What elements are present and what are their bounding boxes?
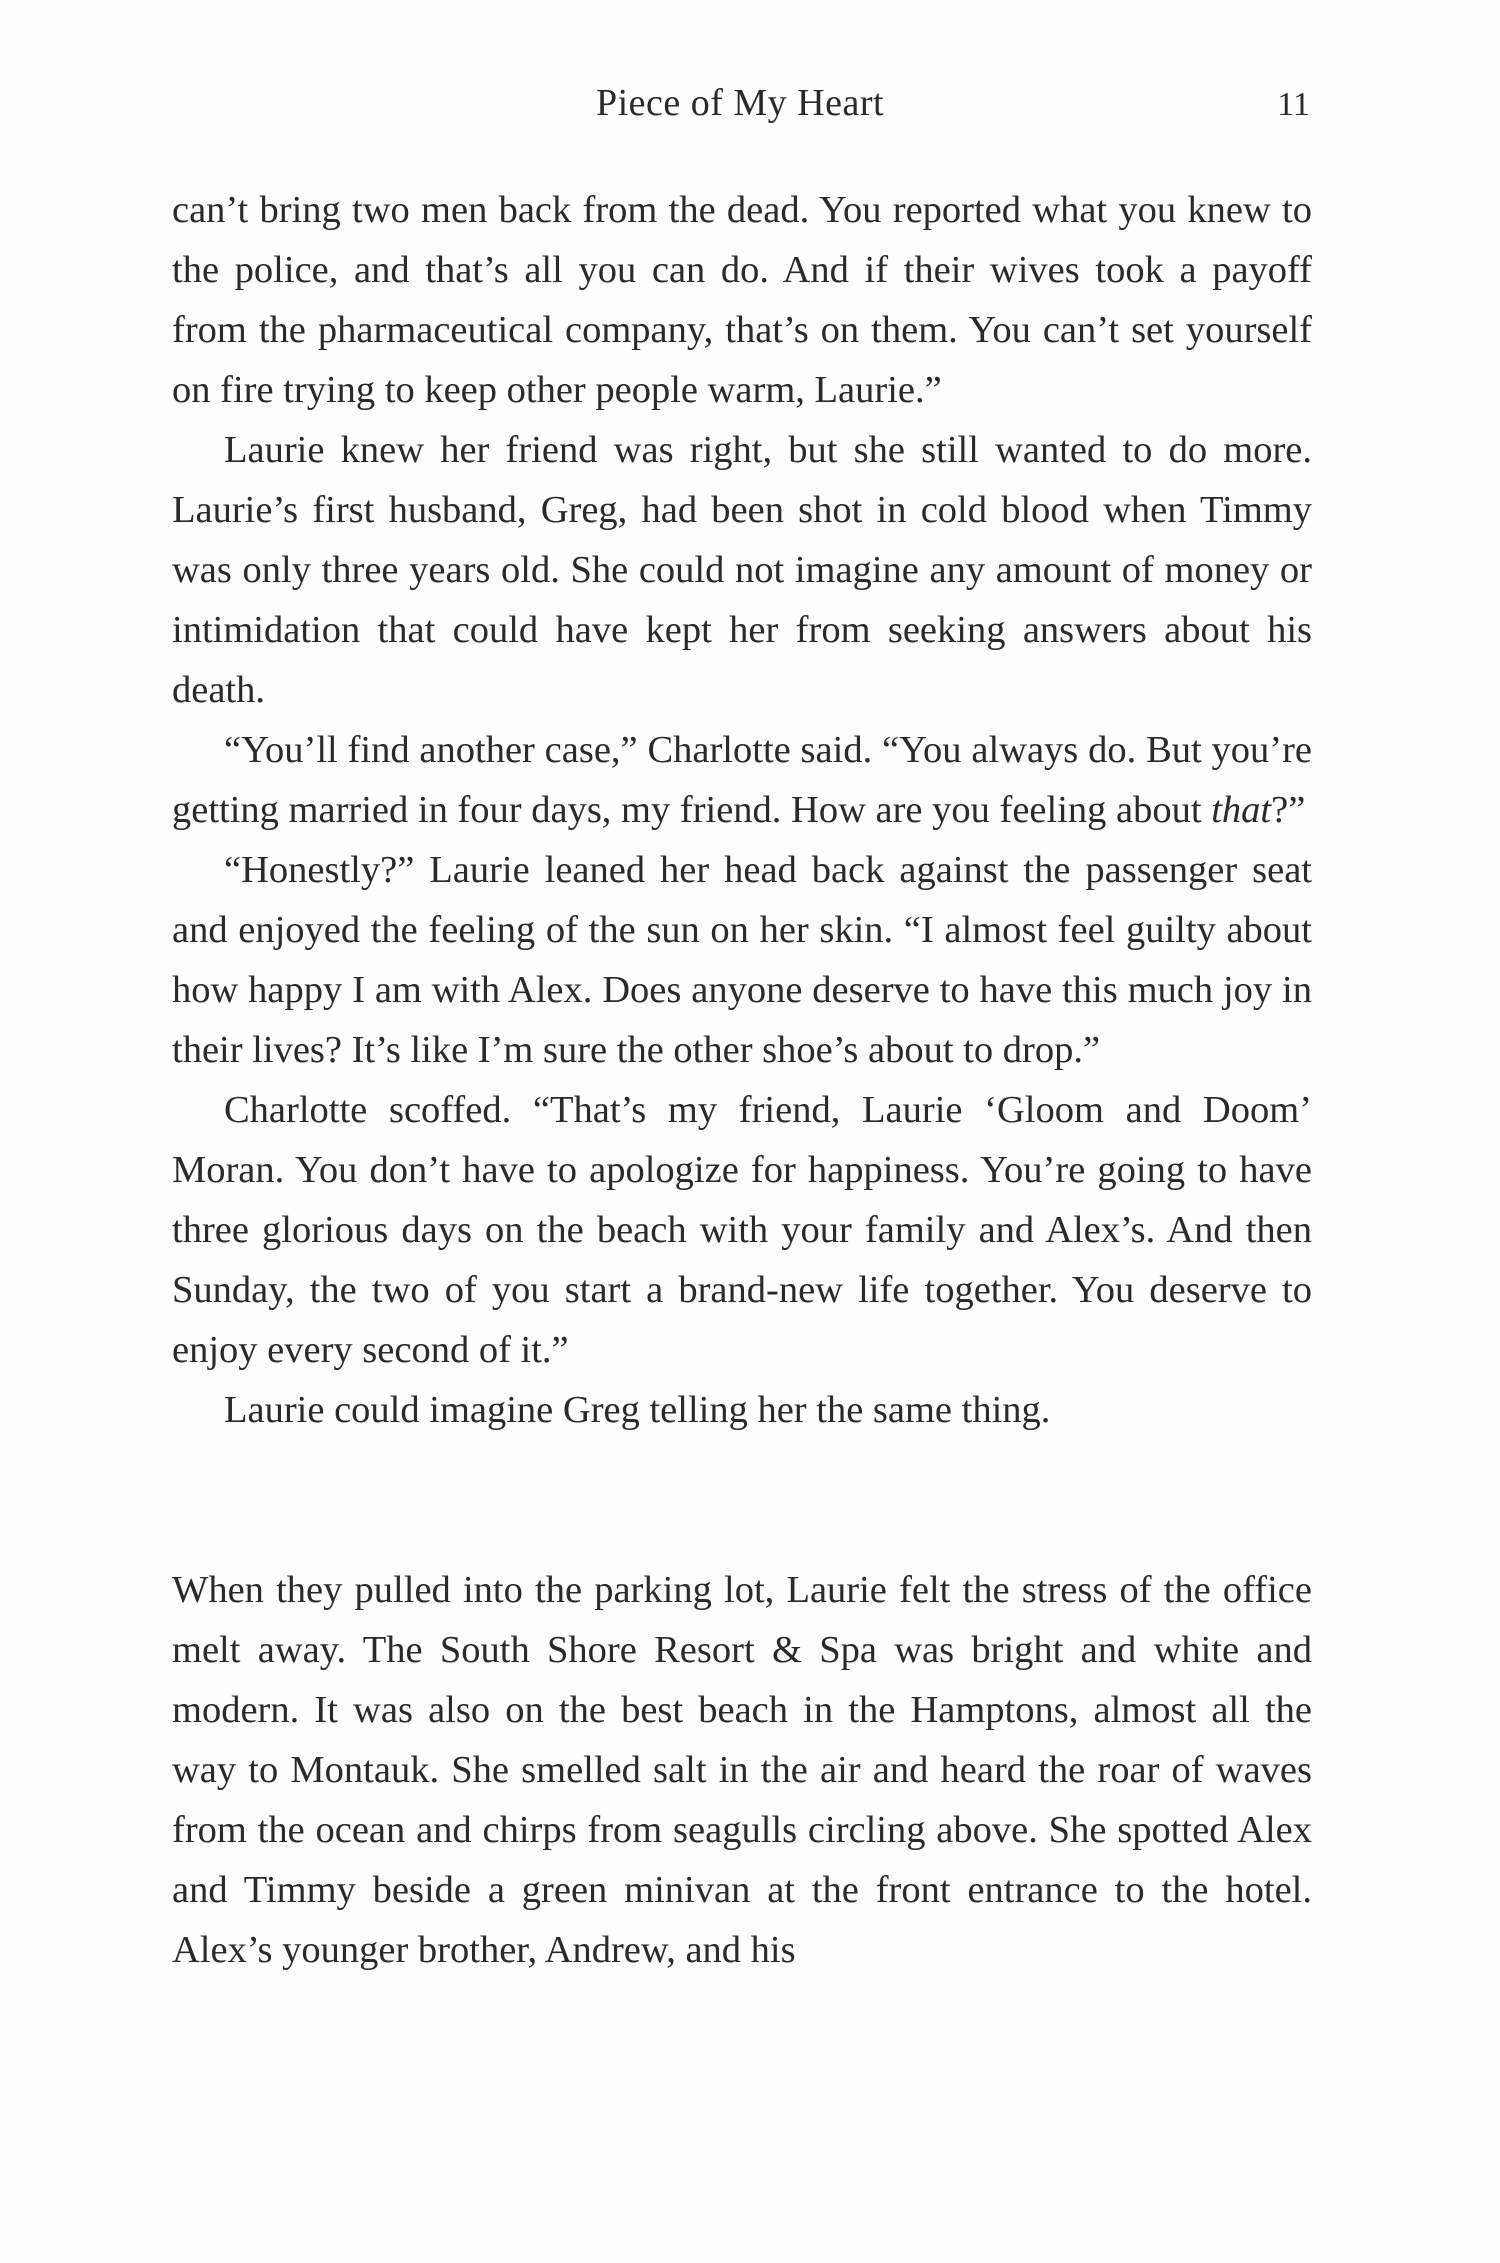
page-number: 11 <box>1277 86 1310 123</box>
paragraph: Charlotte scoffed. “That’s my friend, Laurie ‘Gloom and Doom’ Moran. You don’t have to apologize for happiness. You’re going to have three glorious days on the beach with your family and Alex’s. And then Sunday, the two of you start a brand-new life together. You deserve to enjoy every second of it.” <box>172 1089 1312 1371</box>
paragraph-text: “You’ll find another case,” Charlotte said. “You always do. But you’re getting married in four days, my friend. How are you feeling about <box>172 729 1312 831</box>
paragraph-tail: ?” <box>1271 789 1306 831</box>
paragraph-continued: can’t bring two men back from the dead. You reported what you knew to the police, and that’s all you can do. And if their wives took a payoff from the pharmaceutical company, that’s on them. You can’t set yourself on fire trying to keep other people warm, Laurie.” <box>172 189 1312 411</box>
paragraph: “Honestly?” Laurie leaned her head back against the passenger seat and enjoyed the feeling of the sun on her skin. “I almost feel guilty about how happy I am with Alex. Does anyone deserve to have this much joy in their lives? It’s like I’m sure the other shoe’s about to drop.” <box>172 849 1312 1071</box>
paragraph: Laurie knew her friend was right, but she still wanted to do more. Laurie’s first husband, Greg, had been shot in cold blood when Timmy was only three years old. She could not imagine any amount of money or intimidation that could have kept her from seeking answers about his death. <box>172 429 1312 711</box>
running-head <box>170 78 1310 128</box>
body-text <box>172 180 1312 1980</box>
paragraph-with-emphasis <box>172 720 1312 840</box>
book-title: Piece of My Heart <box>595 82 885 124</box>
section-opening-paragraph: When they pulled into the parking lot, Laurie felt the stress of the office melt away. The South Shore Resort & Spa was bright and white and modern. It was also on the best beach in the Hamptons, almost all the way to Montauk. She smelled salt in the air and heard the roar of waves from the ocean and chirps from seagulls circling above. She spotted Alex and Timmy beside a green minivan at the front entrance to the hotel. Alex’s younger brother, Andrew, and his <box>172 1569 1312 1971</box>
section-break <box>172 1440 1312 1560</box>
paragraph: Laurie could imagine Greg telling her the same thing. <box>224 1389 1051 1431</box>
emphasis-word: that <box>1211 789 1272 831</box>
